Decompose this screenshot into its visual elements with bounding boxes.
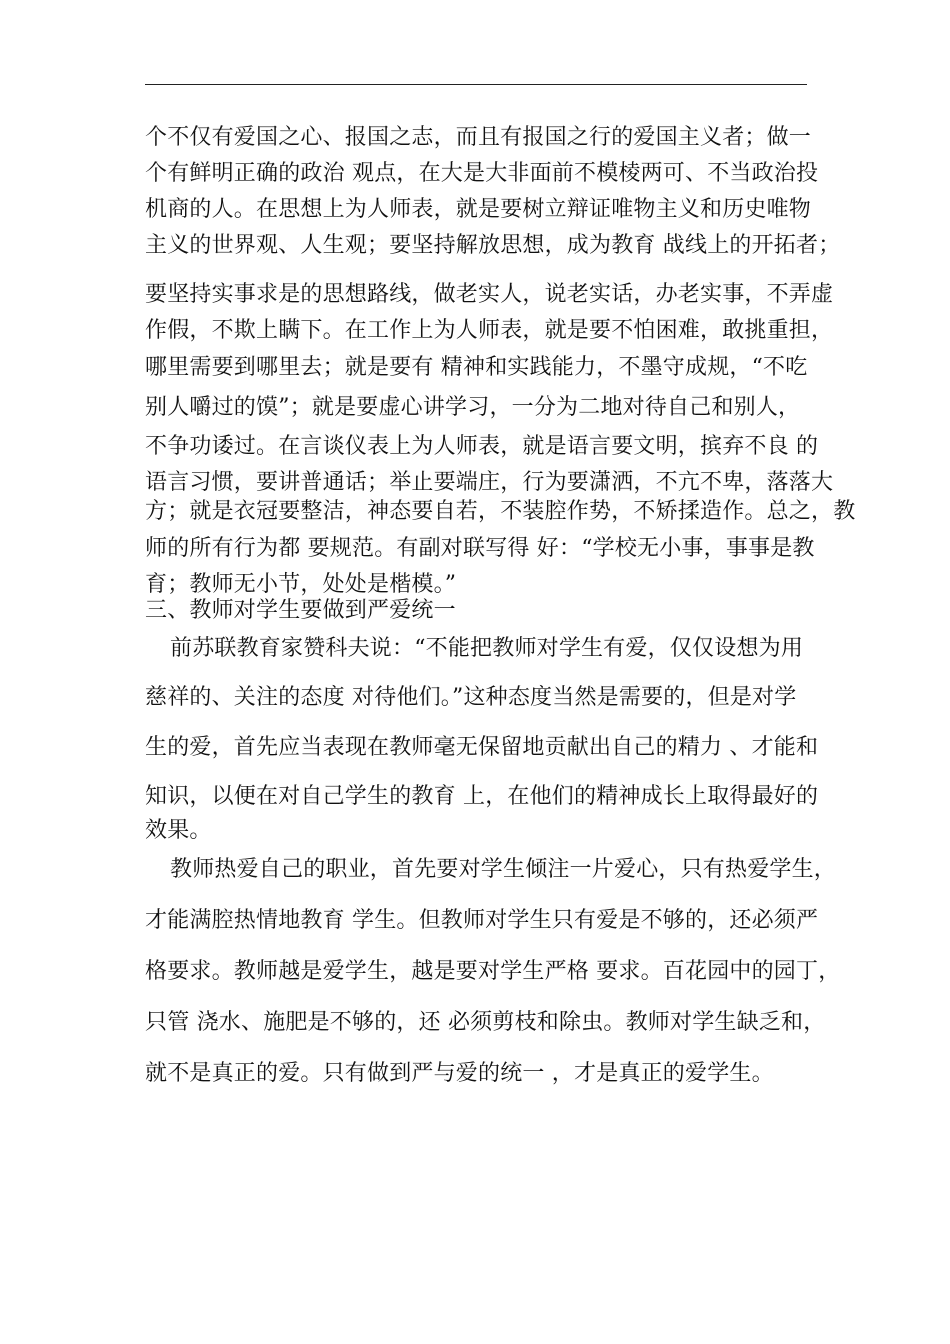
text-line: 哪里需要到哪里去；就是要有 精神和实践能力，不墨守成规，“不吃 — [145, 355, 808, 380]
text-line: 作假，不欺上瞒下。在工作上为人师表，就是要不怕困难，敢挑重担， — [145, 318, 834, 343]
text-line: 别人嚼过的馍”；就是要虚心讲学习，一分为二地对待自己和别人， — [145, 395, 801, 420]
text-line: 机商的人。在思想上为人师表，就是要树立辩证唯物主义和历史唯物 — [145, 197, 812, 222]
text-line: 要坚持实事求是的思想路线，做老实人，说老实话，办老实事，不弄虚 — [145, 282, 834, 307]
text-line: 师的所有行为都 要规范。有副对联写得 好：“学校无小事，事事是教 — [145, 536, 815, 561]
text-line: 慈祥的、关注的态度 对待他们。”这种态度当然是需要的，但是对学 — [145, 685, 797, 710]
text-line: 格要求。教师越是爱学生，越是要对学生严格 要求。百花园中的园丁， — [145, 959, 841, 984]
text-line: 就不是真正的爱。只有做到严与爱的统一 ，才是真正的爱学生。 — [145, 1061, 774, 1086]
text-line: 效果。 — [145, 818, 212, 843]
text-line: 主义的世界观、人生观；要坚持解放思想，成为教育 战线上的开拓者； — [145, 233, 841, 258]
text-line: 不争功诿过。在言谈仪表上为人师表，就是语言要文明，摈弃不良 的 — [145, 434, 819, 459]
text-line: 育；教师无小节，处处是楷模。” — [145, 572, 457, 597]
text-line: 语言习惯，要讲普通话；举止要端庄，行为要潇洒，不亢不卑，落落大 — [145, 470, 834, 495]
text-line: 教师热爱自己的职业，首先要对学生倾注一片爱心，只有热爱学生， — [170, 857, 837, 882]
text-line: 知识，以便在对自己学生的教育 上，在他们的精神成长上取得最好的 — [145, 784, 819, 809]
section-heading: 三、教师对学生要做到严爱统一 — [145, 598, 456, 623]
text-line: 个有鲜明正确的政治 观点，在大是大非面前不模棱两可、不当政治投 — [145, 161, 819, 186]
text-line: 方；就是衣冠要整洁，神态要自若，不装腔作势，不矫揉造作。总之，教 — [145, 499, 856, 524]
text-line: 个不仅有爱国之心、报国之志，而且有报国之行的爱国主义者；做一 — [145, 125, 812, 150]
text-line: 才能满腔热情地教育 学生。但教师对学生只有爱是不够的，还必须严 — [145, 908, 819, 933]
header-rule — [145, 84, 807, 85]
text-line: 前苏联教育家赞科夫说：“不能把教师对学生有爱，仅仅设想为用 — [170, 636, 804, 661]
text-line: 生的爱，首先应当表现在教师毫无保留地贡献出自己的精力 、才能和 — [145, 735, 819, 760]
text-line: 只管 浇水、施肥是不够的，还 必须剪枝和除虫。教师对学生缺乏和， — [145, 1010, 826, 1035]
